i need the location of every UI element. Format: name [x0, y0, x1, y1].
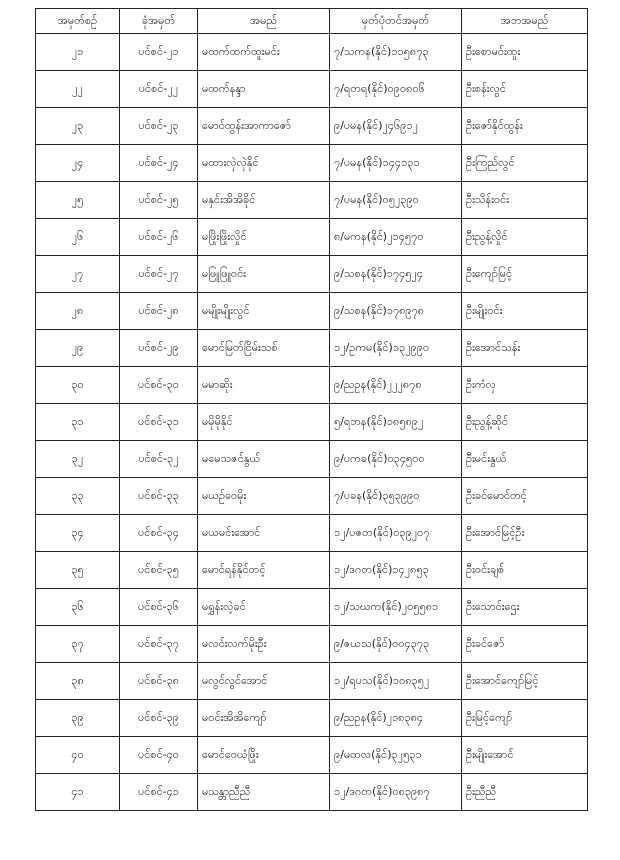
- cell-serial-no: ၃၇: [36, 626, 120, 663]
- cell-father-name: ဦးခင်ဇော်: [462, 626, 588, 663]
- cell-nrc: ၁၂/သဃက(နိုင်)၂၀၅၅၈၁: [330, 589, 462, 626]
- cell-name: မရွှန်းလဲ့ခင်: [198, 589, 330, 626]
- cell-name: မမိုမိုနိုင်: [198, 404, 330, 441]
- cell-father-name: ဦးသောင်းဌေး: [462, 589, 588, 626]
- cell-serial-no: ၄၁: [36, 774, 120, 811]
- table-row: [36, 626, 588, 663]
- cell-father-name: ဦးအောင်မြင့်ဦး: [462, 515, 588, 552]
- table-row: [36, 330, 588, 367]
- header-nrc: မှတ်ပုံတင်အမှတ်: [330, 9, 462, 34]
- cell-nrc: ၉/ပမန(နိုင်)၂၄၆၉၁၂: [330, 108, 462, 145]
- cell-nrc: ၇/ရတရ(နိုင်)၀၉၀၈၀၆: [330, 71, 462, 108]
- cell-nrc: ၅/ရဘန(နိုင်)၁၈၅၈၉၂: [330, 404, 462, 441]
- cell-father-name: ဦးသိန်းဝင်း: [462, 182, 588, 219]
- cell-nrc: ၉/ညဥန(နိုင်)၂၂၂၈၇၈: [330, 367, 462, 404]
- cell-serial-no: ၃၂: [36, 441, 120, 478]
- cell-father-name: ဦးဇော်နိုင်ထွန်း: [462, 108, 588, 145]
- table-row: [36, 219, 588, 256]
- cell-nrc: ၉/မထလ(နိုင်)၃၂၅၃၁: [330, 737, 462, 774]
- cell-father-name: ဦးခင်မောင်တင့်: [462, 478, 588, 515]
- cell-serial-no: ၃၃: [36, 478, 120, 515]
- cell-name: မထားလှဲလှဲနိုင်: [198, 145, 330, 182]
- cell-nrc: ၁၂/ဥကမ(နိုင်)၁၃၂၉၉၀: [330, 330, 462, 367]
- cell-name: မဖြိုးဖြိုးလှိုင်: [198, 219, 330, 256]
- cell-father-name: ဦးအောင်ကျော်မြင့်: [462, 663, 588, 700]
- cell-serial-no: ၂၁: [36, 34, 120, 71]
- cell-father-name: ဦးစောမင်းထူး: [462, 34, 588, 71]
- cell-name: မဝင်းအိအိကျော်: [198, 700, 330, 737]
- table-row: [36, 663, 588, 700]
- cell-roll-no: ပင်စင်-၃၈: [120, 663, 198, 700]
- cell-father-name: ဦးမျိုးအောင်: [462, 737, 588, 774]
- cell-serial-no: ၃၉: [36, 700, 120, 737]
- cell-roll-no: ပင်စင်-၃၄: [120, 515, 198, 552]
- cell-roll-no: ပင်စင်-၄၀: [120, 737, 198, 774]
- cell-father-name: ဦးညီညီ: [462, 774, 588, 811]
- table-row: [36, 293, 588, 330]
- cell-father-name: ဦးအောင်သန်း: [462, 330, 588, 367]
- cell-roll-no: ပင်စင်-၂၈: [120, 293, 198, 330]
- cell-father-name: ဦးစန်းလွင်: [462, 71, 588, 108]
- table-row: [36, 34, 588, 71]
- table-row: [36, 108, 588, 145]
- cell-nrc: ၉/ညဥန(နိုင်)၂၁၈၃၈၄: [330, 700, 462, 737]
- cell-serial-no: ၂၉: [36, 330, 120, 367]
- cell-name: မထက်နန္ဒာ: [198, 71, 330, 108]
- table-row: [36, 737, 588, 774]
- cell-serial-no: ၃၄: [36, 515, 120, 552]
- cell-roll-no: ပင်စင်-၃၃: [120, 478, 198, 515]
- table-row: [36, 182, 588, 219]
- cell-roll-no: ပင်စင်-၂၅: [120, 182, 198, 219]
- header-roll-no: ခုံအမှတ်: [120, 9, 198, 34]
- table-row: [36, 145, 588, 182]
- table-row: [36, 404, 588, 441]
- cell-name: မမာဆိုး: [198, 367, 330, 404]
- cell-roll-no: ပင်စင်-၃၆: [120, 589, 198, 626]
- cell-nrc: ၇/ပခန(နိုင်)၃၅၃၉၉၀: [330, 478, 462, 515]
- cell-father-name: ဦးဝင်းချစ်: [462, 552, 588, 589]
- cell-name: မမျိုးမျိုးလွင်: [198, 293, 330, 330]
- roster-table: [35, 8, 588, 811]
- cell-roll-no: ပင်စင်-၂၉: [120, 330, 198, 367]
- cell-roll-no: ပင်စင်-၃၂: [120, 441, 198, 478]
- cell-roll-no: ပင်စင်-၃၇: [120, 626, 198, 663]
- cell-name: မယဉ်ဝေမိုး: [198, 478, 330, 515]
- cell-name: မသန္တာညီညီ: [198, 774, 330, 811]
- cell-roll-no: ပင်စင်-၂၂: [120, 71, 198, 108]
- cell-father-name: ဦးညွန့်ဆိုင်: [462, 404, 588, 441]
- cell-name: မယမင်းအောင်: [198, 515, 330, 552]
- cell-nrc: ၁၂/ရပသ(နိုင်)၁၀၈၃၅၂: [330, 663, 462, 700]
- cell-nrc: ၁၂/ဒဂတ(နိုင်)၁၄၂၈၅၃: [330, 552, 462, 589]
- table-row: [36, 774, 588, 811]
- cell-serial-no: ၄၀: [36, 737, 120, 774]
- cell-roll-no: ပင်စင်-၃၁: [120, 404, 198, 441]
- cell-roll-no: ပင်စင်-၄၁: [120, 774, 198, 811]
- cell-roll-no: ပင်စင်-၂၆: [120, 219, 198, 256]
- table-row: [36, 515, 588, 552]
- cell-name: မောင်ရန်နိုင်တင့်: [198, 552, 330, 589]
- cell-roll-no: ပင်စင်-၃၅: [120, 552, 198, 589]
- table-row: [36, 71, 588, 108]
- table-row: [36, 367, 588, 404]
- cell-roll-no: ပင်စင်-၂၁: [120, 34, 198, 71]
- cell-roll-no: ပင်စင်-၂၃: [120, 108, 198, 145]
- cell-name: မထက်ထက်ထူးမင်း: [198, 34, 330, 71]
- cell-roll-no: ပင်စင်-၃၀: [120, 367, 198, 404]
- cell-father-name: ဦးညွန့်လှိုင်: [462, 219, 588, 256]
- cell-nrc: ၉/ပကခ(နိုင်)၀၃၄၅၀၀: [330, 441, 462, 478]
- cell-father-name: ဦးမင်းနွယ်: [462, 441, 588, 478]
- cell-serial-no: ၃၈: [36, 663, 120, 700]
- cell-serial-no: ၂၄: [36, 145, 120, 182]
- table-row: [36, 478, 588, 515]
- cell-name: မနှင်းအိအိခိုင်: [198, 182, 330, 219]
- table-row: [36, 700, 588, 737]
- cell-name: မောင်ဝေယံဖြိုး: [198, 737, 330, 774]
- cell-roll-no: ပင်စင်-၂၇: [120, 256, 198, 293]
- header-father-name: အဘအမည်: [462, 9, 588, 34]
- cell-nrc: ၉/ဇယသ(နိုင်)၀၀၄၃၇၃: [330, 626, 462, 663]
- cell-father-name: ဦးကျော်မြင့်: [462, 256, 588, 293]
- cell-name: မောင်ထွန်းအာကာဇော်: [198, 108, 330, 145]
- cell-serial-no: ၃၅: [36, 552, 120, 589]
- cell-serial-no: ၂၃: [36, 108, 120, 145]
- cell-name: မလင်းလက်မိုးဦး: [198, 626, 330, 663]
- cell-roll-no: ပင်စင်-၂၄: [120, 145, 198, 182]
- cell-nrc: ၁၂/ပဇတ(နိုင်)၀၃၉၂၀၇: [330, 515, 462, 552]
- cell-serial-no: ၃၀: [36, 367, 120, 404]
- header-name: အမည်: [198, 9, 330, 34]
- header-row: [36, 9, 588, 34]
- cell-father-name: ဦးကြည်လွင်: [462, 145, 588, 182]
- cell-nrc: ၁၂/ဒဂတ(နိုင်)၀၈၃၉၈၇: [330, 774, 462, 811]
- cell-roll-no: ပင်စင်-၃၉: [120, 700, 198, 737]
- cell-serial-no: ၂၇: [36, 256, 120, 293]
- cell-serial-no: ၂၆: [36, 219, 120, 256]
- cell-nrc: ၉/သစန(နိုင်)၁၇၄၅၂၄: [330, 256, 462, 293]
- cell-serial-no: ၂၅: [36, 182, 120, 219]
- cell-nrc: ၈/မကန(နိုင်)၂၁၄၅၇၀: [330, 219, 462, 256]
- table-row: [36, 589, 588, 626]
- cell-father-name: ဦးမြင့်ကျော်: [462, 700, 588, 737]
- cell-nrc: ၇/ပမန(နိုင်)၁၄၄၁၃၁: [330, 145, 462, 182]
- cell-serial-no: ၂၈: [36, 293, 120, 330]
- cell-serial-no: ၂၂: [36, 71, 120, 108]
- cell-name: မမေသဇင်နွယ်: [198, 441, 330, 478]
- table-row: [36, 441, 588, 478]
- header-serial-no: အမှတ်စဉ်: [36, 9, 120, 34]
- cell-father-name: ဦးကံလှ: [462, 367, 588, 404]
- cell-serial-no: ၃၆: [36, 589, 120, 626]
- table-row: [36, 552, 588, 589]
- cell-father-name: ဦးမျိုးဝင်း: [462, 293, 588, 330]
- cell-name: မဖြူဖြူဝင်း: [198, 256, 330, 293]
- table-row: [36, 256, 588, 293]
- cell-name: မလွင်လွင်အောင်: [198, 663, 330, 700]
- cell-serial-no: ၃၁: [36, 404, 120, 441]
- cell-nrc: ၇/သကန(နိုင်)၁၁၅၈၇၃: [330, 34, 462, 71]
- roster-sheet: [35, 8, 587, 811]
- cell-nrc: ၉/သစန(နိုင်)၁၇၈၉၇၈: [330, 293, 462, 330]
- cell-nrc: ၇/ပမန(နိုင်)၀၅၂၃၉၀: [330, 182, 462, 219]
- cell-name: မောင်မြတ်ငြိမ်းသစ်: [198, 330, 330, 367]
